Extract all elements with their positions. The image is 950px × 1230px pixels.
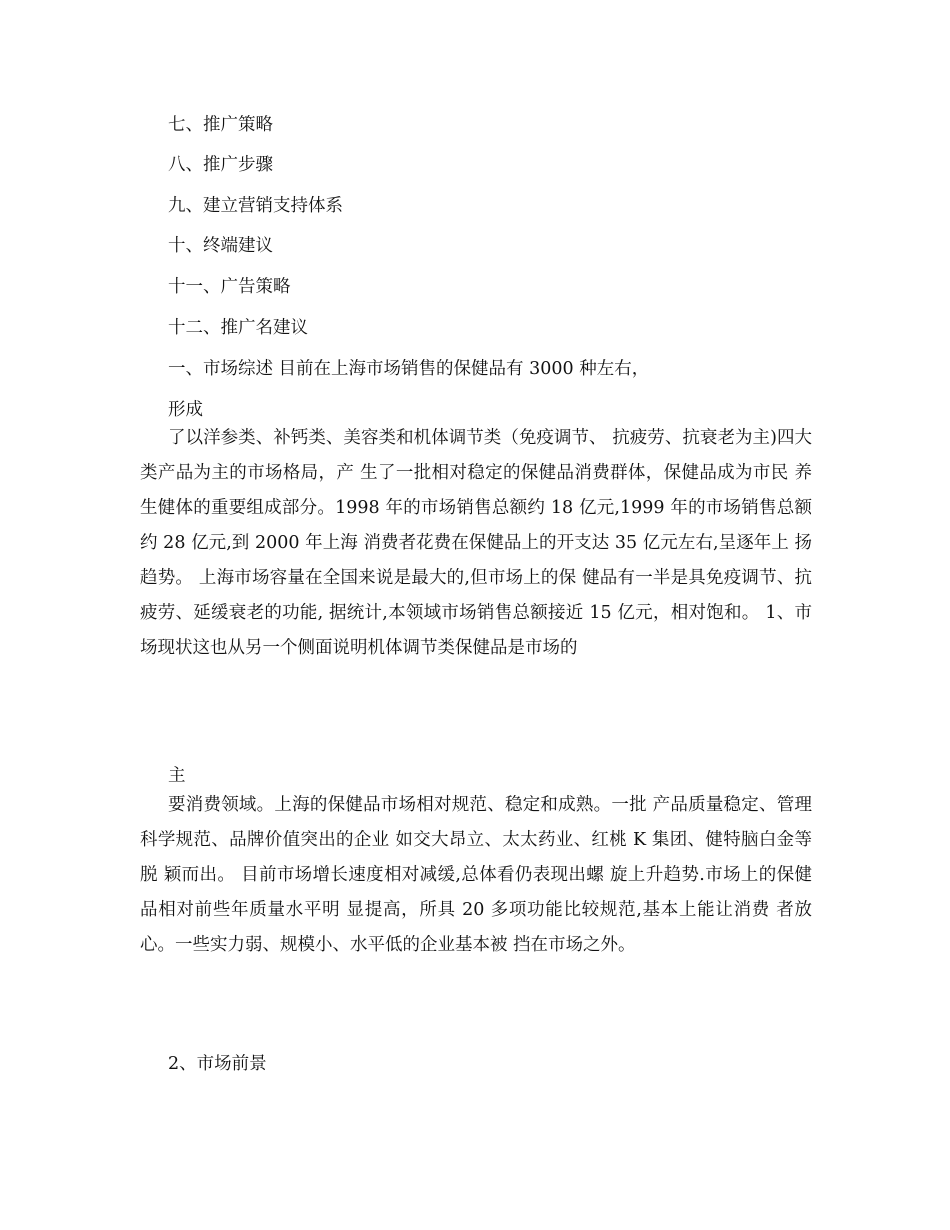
toc-item-11: 十一、广告策略 [168,277,291,297]
toc-item-9: 九、建立营销支持体系 [168,196,343,216]
paragraph-market-status: 要消费领域。上海的保健品市场相对规范、稳定和成熟。一批 产品质量稳定、管理科学规范、品牌价值突出的企业 如交大昂立、太太药业、红桃 K 集团、健特脑白金等脱 颖而出。 目前市场增长速度相对减缓,总体看仍表现出螺 旋上升趋势.市场上的保健品相对前些年质量水平明 显提高，所具 20 多项功能比较规范,基本上能让消费 者放心。一些实力弱、规模小、水平低的企业基本被 挡在市场之外。 [140,795,812,955]
toc-item-12: 十二、推广名建议 [168,318,308,338]
section-subheading-market-prospect: 2、市场前景 [168,1054,267,1074]
paragraph-market-overview: 了以洋参类、补钙类、美容类和机体调节类（免疫调节、 抗疲劳、抗衰老为主)四大类产品为主的市场格局，产 生了一批相对稳定的保健品消费群体，保健品成为市民 养生健体的重要组成部分。1998 年的市场销售总额约 18 亿元,1999 年的市场销售总额约 28 亿元,到 2000 年上海 消费者花费在保健品上的开支达 35 亿元左右,呈逐年上 扬趋势。 上海市场容量在全国来说是最大的,但市场上的保 健品有一半是具免疫调节、抗疲劳、延缓衰老的功能, 据统计,本领域市场销售总额接近 15 亿元，相对饱和。 1、市场现状这也从另一个侧面说明机体调节类保健品是市场的 [140,428,812,658]
toc-item-7: 七、推广策略 [168,115,273,135]
section-heading-market-overview: 一、市场综述 目前在上海市场销售的保健品有 3000 种左右， [168,359,650,379]
text-fragment: 形成 [168,400,203,420]
toc-item-10: 十、终端建议 [168,236,273,256]
toc-item-8: 八、推广步骤 [168,155,273,175]
text-fragment-2: 主 [168,766,186,786]
